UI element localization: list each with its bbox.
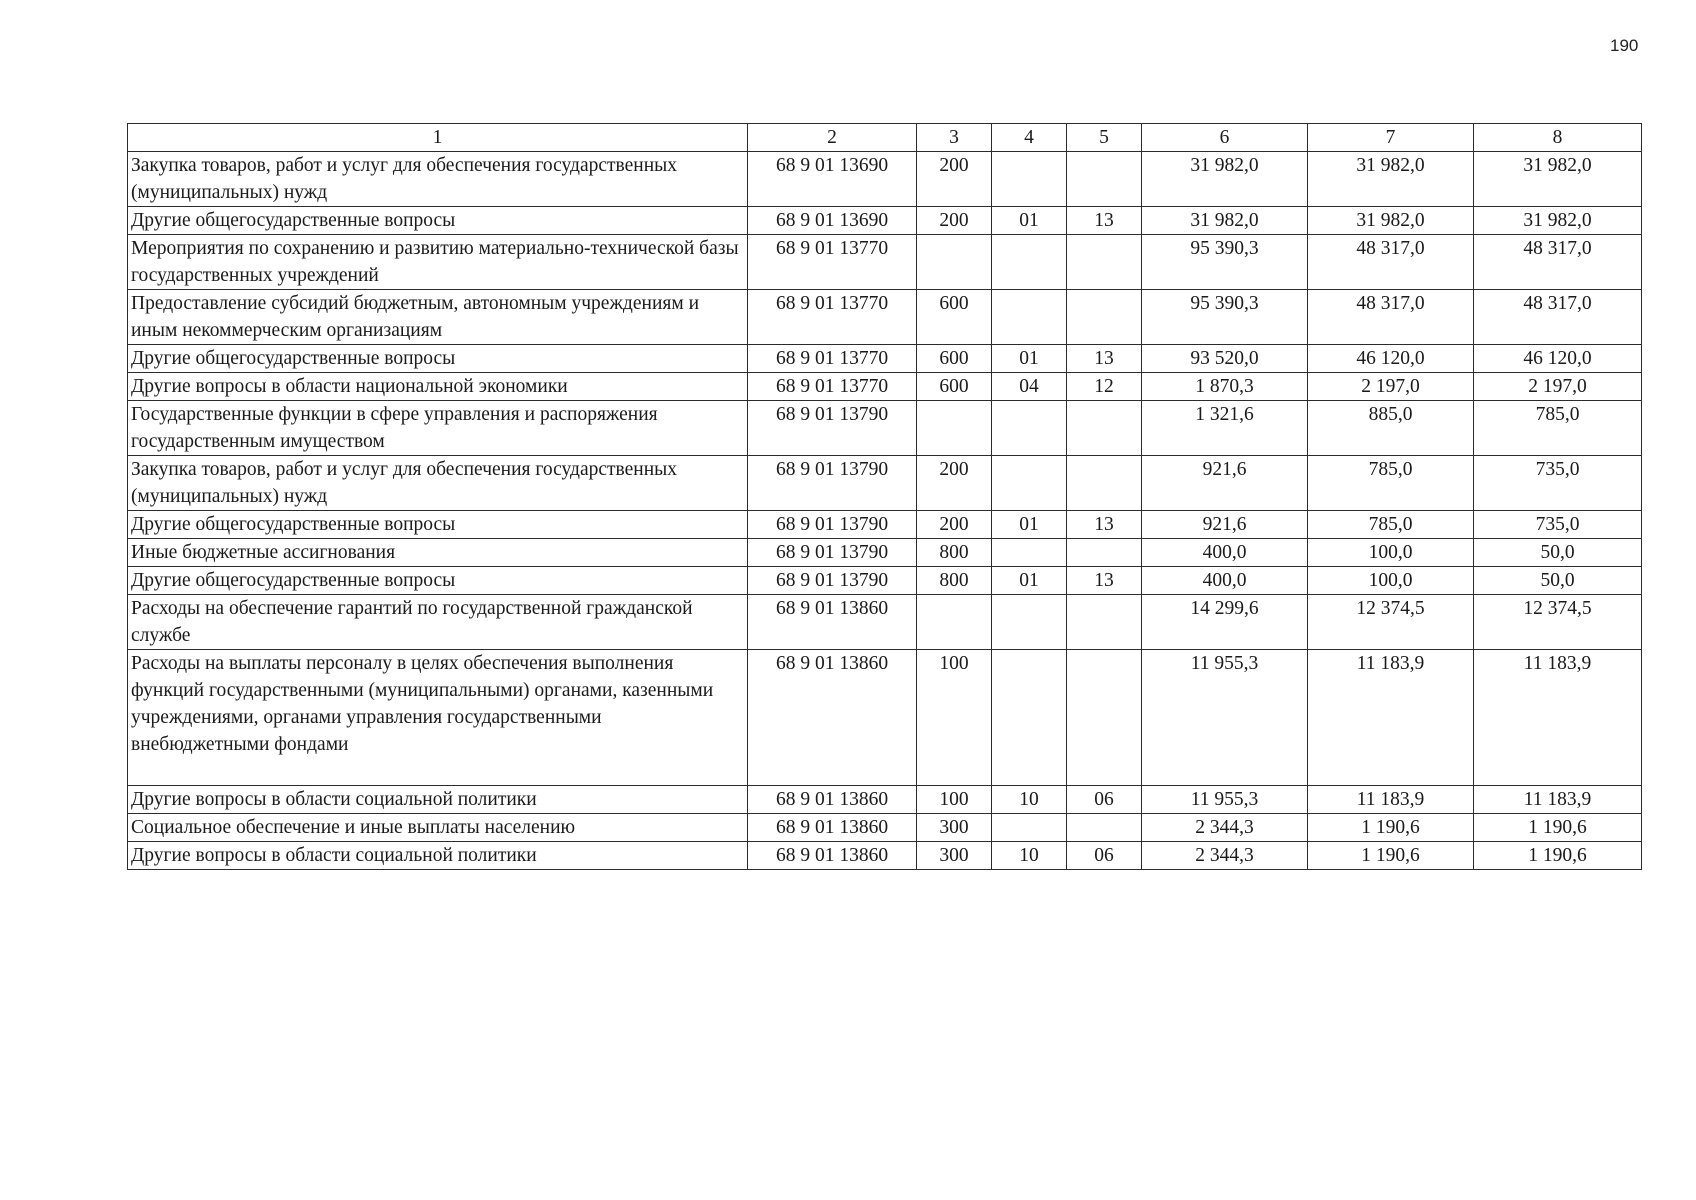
row-col3-cell: 300 (917, 842, 992, 870)
column-number: 7 (1308, 124, 1474, 152)
row-value6-cell: 400,0 (1142, 567, 1308, 595)
row-value8-cell: 735,0 (1474, 511, 1642, 539)
budget-table (127, 123, 1642, 870)
row-name-cell: Другие общегосударственные вопросы (128, 345, 748, 373)
row-value7-cell: 12 374,5 (1308, 595, 1474, 650)
row-value6-cell: 95 390,3 (1142, 235, 1308, 290)
row-col3-cell: 600 (917, 290, 992, 345)
row-value8-cell: 31 982,0 (1474, 152, 1642, 207)
row-col4-cell (992, 235, 1067, 290)
column-number: 3 (917, 124, 992, 152)
row-value7-cell: 11 183,9 (1308, 650, 1474, 786)
row-value7-cell: 2 197,0 (1308, 373, 1474, 401)
row-col4-cell (992, 539, 1067, 567)
row-col3-cell: 200 (917, 456, 992, 511)
row-code-cell: 68 9 01 13770 (748, 345, 917, 373)
row-value7-cell: 48 317,0 (1308, 235, 1474, 290)
table-row (128, 207, 1642, 235)
row-col3-cell: 600 (917, 345, 992, 373)
row-value8-cell: 11 183,9 (1474, 650, 1642, 786)
table-row (128, 842, 1642, 870)
row-code-cell: 68 9 01 13860 (748, 786, 917, 814)
row-value8-cell: 785,0 (1474, 401, 1642, 456)
row-value7-cell: 785,0 (1308, 511, 1474, 539)
row-value8-cell: 735,0 (1474, 456, 1642, 511)
row-col4-cell (992, 650, 1067, 786)
row-col3-cell (917, 235, 992, 290)
row-code-cell: 68 9 01 13770 (748, 235, 917, 290)
row-name-cell: Другие общегосударственные вопросы (128, 567, 748, 595)
row-col5-cell (1067, 814, 1142, 842)
row-code-cell: 68 9 01 13790 (748, 456, 917, 511)
row-col5-cell: 06 (1067, 842, 1142, 870)
row-col5-cell (1067, 456, 1142, 511)
row-col5-cell (1067, 235, 1142, 290)
row-col3-cell (917, 401, 992, 456)
table-row (128, 814, 1642, 842)
row-col3-cell: 300 (917, 814, 992, 842)
row-col4-cell: 01 (992, 511, 1067, 539)
row-code-cell: 68 9 01 13690 (748, 152, 917, 207)
row-name-cell: Другие вопросы в области национальной экономики (128, 373, 748, 401)
row-value7-cell: 1 190,6 (1308, 842, 1474, 870)
row-value6-cell: 921,6 (1142, 456, 1308, 511)
row-value6-cell: 11 955,3 (1142, 650, 1308, 786)
row-col4-cell (992, 152, 1067, 207)
row-value7-cell: 31 982,0 (1308, 207, 1474, 235)
row-name-cell: Другие общегосударственные вопросы (128, 511, 748, 539)
row-col5-cell: 13 (1067, 345, 1142, 373)
table-row (128, 456, 1642, 511)
row-col3-cell: 800 (917, 567, 992, 595)
row-value6-cell: 921,6 (1142, 511, 1308, 539)
row-col4-cell: 10 (992, 786, 1067, 814)
row-name-cell: Государственные функции в сфере управления и распоряжения государственным имуществом (128, 401, 748, 456)
row-name-cell: Расходы на выплаты персоналу в целях обеспечения выполнения функций государственными (муниципальными) органами, казенными учреждениями, органами управления государственными внебюджетными фондами (128, 650, 748, 786)
row-col4-cell: 01 (992, 567, 1067, 595)
table-row (128, 539, 1642, 567)
table-row (128, 345, 1642, 373)
row-name-cell: Закупка товаров, работ и услуг для обеспечения государственных (муниципальных) нужд (128, 456, 748, 511)
row-value6-cell: 93 520,0 (1142, 345, 1308, 373)
row-value6-cell: 1 321,6 (1142, 401, 1308, 456)
row-code-cell: 68 9 01 13790 (748, 567, 917, 595)
column-number: 6 (1142, 124, 1308, 152)
row-name-cell: Иные бюджетные ассигнования (128, 539, 748, 567)
column-number: 5 (1067, 124, 1142, 152)
row-col5-cell (1067, 650, 1142, 786)
row-col3-cell: 100 (917, 786, 992, 814)
row-value8-cell: 46 120,0 (1474, 345, 1642, 373)
row-col3-cell: 600 (917, 373, 992, 401)
row-col5-cell: 13 (1067, 511, 1142, 539)
table-row (128, 567, 1642, 595)
row-name-cell: Социальное обеспечение и иные выплаты населению (128, 814, 748, 842)
table-row (128, 511, 1642, 539)
row-code-cell: 68 9 01 13790 (748, 511, 917, 539)
row-value8-cell: 11 183,9 (1474, 786, 1642, 814)
row-col5-cell (1067, 595, 1142, 650)
row-value8-cell: 2 197,0 (1474, 373, 1642, 401)
row-value6-cell: 31 982,0 (1142, 152, 1308, 207)
row-col3-cell (917, 595, 992, 650)
row-col4-cell (992, 814, 1067, 842)
row-value6-cell: 2 344,3 (1142, 814, 1308, 842)
row-code-cell: 68 9 01 13790 (748, 539, 917, 567)
row-value8-cell: 48 317,0 (1474, 235, 1642, 290)
row-col3-cell: 200 (917, 152, 992, 207)
column-number: 2 (748, 124, 917, 152)
row-col4-cell: 01 (992, 345, 1067, 373)
table-header-row (128, 124, 1642, 152)
row-code-cell: 68 9 01 13860 (748, 814, 917, 842)
row-value8-cell: 12 374,5 (1474, 595, 1642, 650)
row-col4-cell: 04 (992, 373, 1067, 401)
row-value6-cell: 14 299,6 (1142, 595, 1308, 650)
table-row (128, 152, 1642, 207)
row-value7-cell: 48 317,0 (1308, 290, 1474, 345)
row-value6-cell: 2 344,3 (1142, 842, 1308, 870)
row-value8-cell: 50,0 (1474, 567, 1642, 595)
row-code-cell: 68 9 01 13860 (748, 842, 917, 870)
row-col5-cell (1067, 539, 1142, 567)
row-col3-cell: 100 (917, 650, 992, 786)
row-name-cell: Предоставление субсидий бюджетным, автономным учреждениям и иным некоммерческим организациям (128, 290, 748, 345)
row-col5-cell: 13 (1067, 567, 1142, 595)
row-code-cell: 68 9 01 13770 (748, 290, 917, 345)
row-name-cell: Другие вопросы в области социальной политики (128, 786, 748, 814)
row-code-cell: 68 9 01 13860 (748, 650, 917, 786)
row-name-cell: Другие вопросы в области социальной политики (128, 842, 748, 870)
row-col5-cell: 06 (1067, 786, 1142, 814)
row-value7-cell: 885,0 (1308, 401, 1474, 456)
row-value7-cell: 11 183,9 (1308, 786, 1474, 814)
row-value7-cell: 100,0 (1308, 539, 1474, 567)
row-code-cell: 68 9 01 13690 (748, 207, 917, 235)
table-row (128, 290, 1642, 345)
row-value7-cell: 100,0 (1308, 567, 1474, 595)
row-value6-cell: 95 390,3 (1142, 290, 1308, 345)
row-col3-cell: 200 (917, 511, 992, 539)
column-number: 8 (1474, 124, 1642, 152)
row-col4-cell: 01 (992, 207, 1067, 235)
table-row (128, 401, 1642, 456)
row-value6-cell: 1 870,3 (1142, 373, 1308, 401)
row-value8-cell: 1 190,6 (1474, 842, 1642, 870)
row-col4-cell (992, 595, 1067, 650)
table-row (128, 373, 1642, 401)
row-col5-cell (1067, 401, 1142, 456)
row-code-cell: 68 9 01 13770 (748, 373, 917, 401)
row-code-cell: 68 9 01 13790 (748, 401, 917, 456)
row-value7-cell: 31 982,0 (1308, 152, 1474, 207)
row-name-cell: Мероприятия по сохранению и развитию материально-технической базы государственных учреждений (128, 235, 748, 290)
row-col4-cell (992, 401, 1067, 456)
row-value8-cell: 50,0 (1474, 539, 1642, 567)
row-value8-cell: 31 982,0 (1474, 207, 1642, 235)
row-name-cell: Расходы на обеспечение гарантий по государственной гражданской службе (128, 595, 748, 650)
row-value6-cell: 31 982,0 (1142, 207, 1308, 235)
table-row (128, 595, 1642, 650)
table-row (128, 786, 1642, 814)
row-value6-cell: 400,0 (1142, 539, 1308, 567)
row-value7-cell: 1 190,6 (1308, 814, 1474, 842)
row-col3-cell: 200 (917, 207, 992, 235)
row-value6-cell: 11 955,3 (1142, 786, 1308, 814)
row-value8-cell: 48 317,0 (1474, 290, 1642, 345)
row-col5-cell: 13 (1067, 207, 1142, 235)
row-value7-cell: 785,0 (1308, 456, 1474, 511)
row-col4-cell: 10 (992, 842, 1067, 870)
row-col5-cell (1067, 152, 1142, 207)
row-value8-cell: 1 190,6 (1474, 814, 1642, 842)
row-col4-cell (992, 456, 1067, 511)
page-number: 190 (1610, 36, 1639, 55)
row-name-cell: Другие общегосударственные вопросы (128, 207, 748, 235)
table-body (128, 152, 1642, 870)
column-number: 1 (128, 124, 748, 152)
row-col3-cell: 800 (917, 539, 992, 567)
table-row (128, 650, 1642, 786)
row-col4-cell (992, 290, 1067, 345)
row-col5-cell (1067, 290, 1142, 345)
row-code-cell: 68 9 01 13860 (748, 595, 917, 650)
row-name-cell: Закупка товаров, работ и услуг для обеспечения государственных (муниципальных) нужд (128, 152, 748, 207)
row-value7-cell: 46 120,0 (1308, 345, 1474, 373)
row-col5-cell: 12 (1067, 373, 1142, 401)
column-number: 4 (992, 124, 1067, 152)
table-row (128, 235, 1642, 290)
